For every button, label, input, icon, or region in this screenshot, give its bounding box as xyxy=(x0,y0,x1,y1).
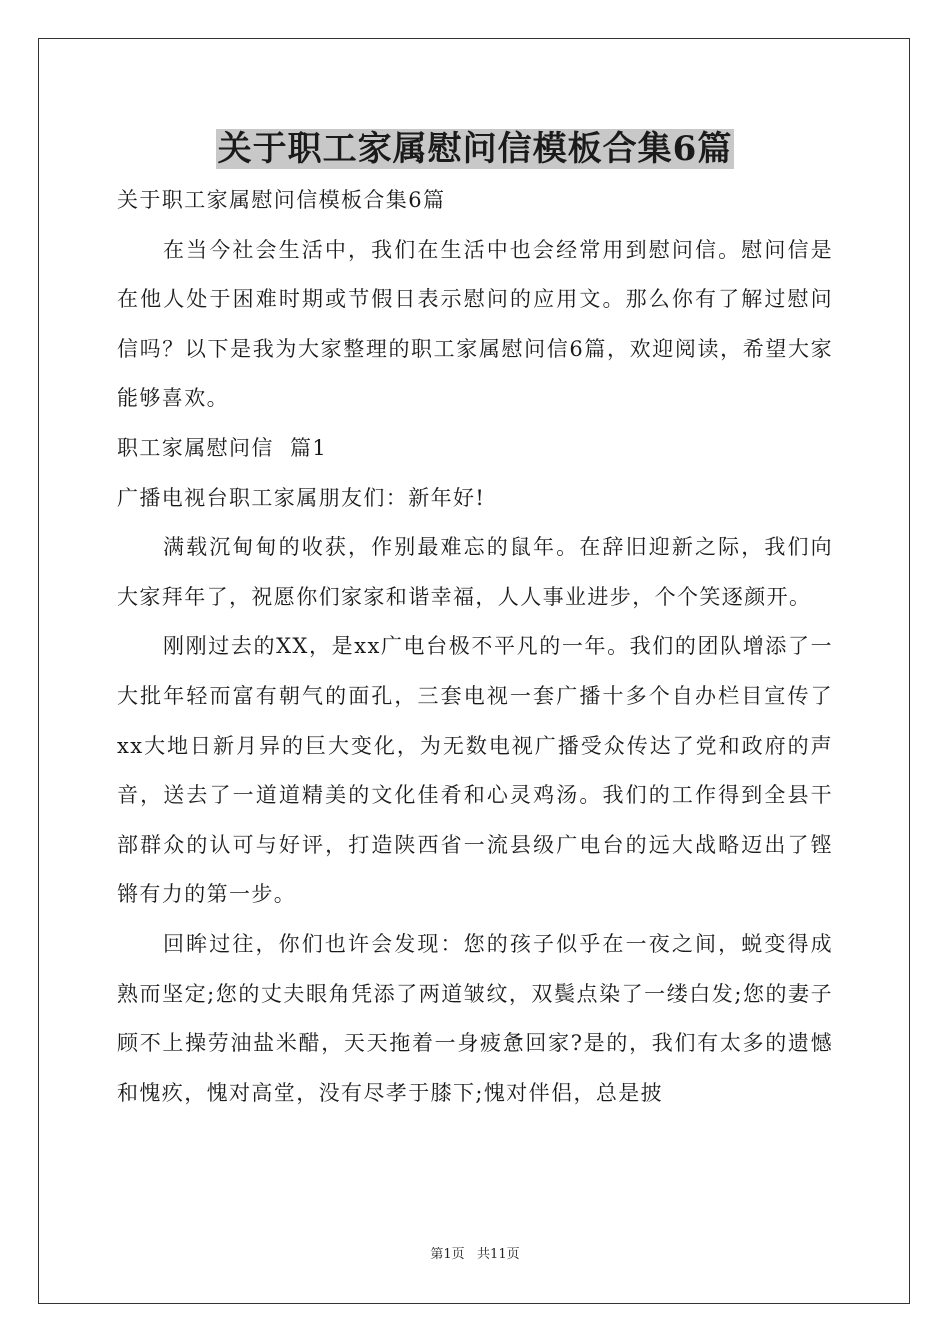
body-paragraph-2: 刚刚过去的XX，是xx广电台极不平凡的一年。我们的团队增添了一大批年轻而富有朝气的面孔，三套电视一套广播十多个自办栏目宣传了xx大地日新月异的巨大变化，为无数电视广播受众传达了党和政府的声音，送去了一道道精美的文化佳肴和心灵鸡汤。我们的工作得到全县干部群众的认可与好评，打造陕西省一流县级广电台的远大战略迈出了铿锵有力的第一步。 xyxy=(117,634,833,907)
intro-paragraph: 在当今社会生活中，我们在生活中也会经常用到慰问信。慰问信是在他人处于困难时期或节假日表示慰问的应用文。那么你有了解过慰问信吗？以下是我为大家整理的职工家属慰问信6篇，欢迎阅读，希望大家能够喜欢。 xyxy=(117,237,833,411)
document-title-text: 关于职工家属慰问信模板合集6篇 xyxy=(217,129,733,169)
body-paragraph-1: 满载沉甸甸的收获，作别最难忘的鼠年。在辞旧迎新之际，我们向大家拜年了，祝愿你们家家和谐幸福，人人事业进步，个个笑逐颜开。 xyxy=(117,535,833,609)
section-heading: 职工家属慰问信 篇1 xyxy=(117,435,328,460)
body-paragraph-3: 回眸过往，你们也许会发现：您的孩子似乎在一夜之间，蜕变得成熟而坚定;您的丈夫眼角凭添了两道皱纹，双鬓点染了一缕白发;您的妻子顾不上操劳油盐米醋，天天拖着一身疲惫回家?是的，我们有太多的遗憾和愧疚，愧对高堂，没有尽孝于膝下;愧对伴侣，总是披 xyxy=(117,931,833,1105)
letter-salutation: 广播电视台职工家属朋友们：新年好! xyxy=(117,485,486,510)
document-subtitle: 关于职工家属慰问信模板合集6篇 xyxy=(117,188,446,212)
page-footer: 第1页 共11页 xyxy=(430,1247,520,1262)
document-title xyxy=(0,127,950,171)
document-body xyxy=(117,176,833,1118)
